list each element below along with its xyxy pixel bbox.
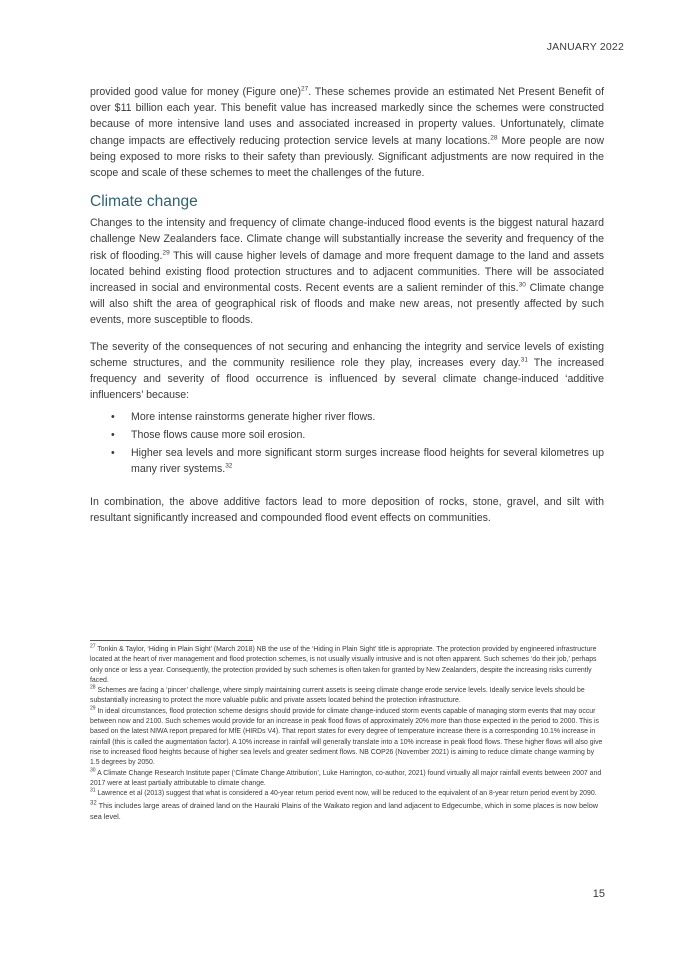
list-item bbox=[90, 409, 604, 426]
text-run: Changes to the intensity and frequency of climate change-induced flood events is the biggest natural hazard challenge New Zealanders face. Climate change will substantially increase the severity and frequency of the risk of flooding. bbox=[90, 217, 604, 262]
text-run: The severity of the consequences of not securing and enhancing the integrity and service levels of existing scheme structures, and the community resilience role they play, increases every day. bbox=[90, 340, 604, 369]
footnote-text: This includes large areas of drained land on the Hauraki Plains of the Waikato region and land adjacent to Edgecumbe, which in some places is now below sea level. bbox=[90, 801, 599, 822]
footnote-number: 28 bbox=[90, 684, 96, 691]
footnote-number: 32 bbox=[90, 801, 97, 808]
intro-paragraph bbox=[90, 84, 604, 181]
footnote-ref[interactable]: 31 bbox=[520, 356, 528, 364]
footnote bbox=[90, 707, 604, 769]
text-run: The increased frequency and severity of flood occurrence is influenced by several climate change-induced ‘additive influencers’ because: bbox=[90, 356, 604, 402]
footnote bbox=[90, 800, 604, 822]
climate-paragraph-1 bbox=[90, 215, 604, 328]
footnote-ref[interactable]: 29 bbox=[162, 249, 170, 257]
footnote-text: In ideal circumstances, flood protection scheme designs should provide for climate change-induced storm events capable of managing storm events that may occur between now and 2100. Such schemes would provide for an increase in peak flood flows of approximately 20% more than those expected in the period to 2000. This is based on the latest NIWA report prepared for MfE (HIRDs V4). That report states for every degree of temperature increase there is a corresponding 10.1% increase in rainfall (this is called the augmentation factor). A 10% increase in rainfall will generally translate into a 10% increase in peak flood flows. These higher flows will also give rise to increased flood heights because of higher sea levels and greater sediment flows. NB COP26 (November 2021) is aiming to reduce climate change warming by 1.5 degrees by 2050. bbox=[90, 707, 603, 767]
text-run: This will cause higher levels of damage and more frequent damage to the land and assets located behind existing flood protection structures and to adjacent communities. There will be associated increased in social and environmental costs. Recent events are a salient reminder of this. bbox=[90, 249, 604, 295]
footnote bbox=[90, 789, 604, 799]
header-date: JANUARY 2022 bbox=[546, 41, 624, 53]
footnote-text: Lawrence et al (2013) suggest that what is considered a 40-year return period event now, will be reduced to the equivalent of an 8-year return period event by 2090. bbox=[95, 790, 597, 798]
text-run: . These schemes provide an estimated Net Present Benefit of over $11 billion each year. This benefit value has increased markedly since the schemes were constructed because of more intensive land uses and associated increased in property values. Unfortunately, climate change impacts are effectively reducing protection service levels at many locations. bbox=[90, 86, 605, 147]
list-item bbox=[90, 445, 604, 478]
footnote-number: 30 bbox=[90, 767, 96, 774]
bullet-icon: • bbox=[111, 429, 115, 442]
footnote-text: Tonkin & Taylor, ‘Hiding in Plain Sight’ (March 2018) NB the use of the ‘Hiding in Plain Sight’ title is appropriate. The protection provided by engineered infrastructure located at the heart of river management and flood protection schemes, is not usually visually intrusive and is not often apparent. Such schemes ‘do their job,’ perhaps only once or less a year. Consequently, the protection provided by such schemes is often taken for granted by New Zealanders, despite the increasing risks currently faced. bbox=[90, 646, 597, 684]
bullet-icon: • bbox=[111, 411, 115, 424]
list-item-text: Higher sea levels and more significant storm surges increase flood heights for several kilometres up many river systems. bbox=[131, 446, 604, 476]
footnote-ref[interactable]: 28 bbox=[490, 134, 498, 142]
closing-paragraph: In combination, the above additive factors lead to more deposition of rocks, stone, gravel, and silt with resultant significantly increased and compounded flood event effects on communities. bbox=[90, 495, 604, 525]
footnote-number: 31 bbox=[90, 787, 96, 794]
footnote bbox=[90, 769, 604, 790]
section-heading: Climate change bbox=[90, 193, 198, 211]
footnotes bbox=[90, 645, 604, 822]
text-run: provided good value for money (Figure one) bbox=[90, 86, 302, 98]
footnote bbox=[90, 686, 604, 707]
footnote-ref[interactable]: 27 bbox=[301, 85, 309, 93]
list-item bbox=[90, 427, 604, 444]
footnote-divider bbox=[90, 640, 253, 641]
footnote-text: Schemes are facing a ‘pincer’ challenge, where simply maintaining current assets is seeing climate change erode service levels. Ideally service levels should be substantially increasing to protect the more valuable public and private assets located behind the protection infrastructure. bbox=[90, 687, 585, 705]
list-item-text: More intense rainstorms generate higher river flows. bbox=[131, 411, 376, 424]
footnote-number: 29 bbox=[90, 705, 96, 712]
footnote bbox=[90, 645, 604, 686]
footnote-text: A Climate Change Research Institute paper (‘Climate Change Attribution’, Luke Harrington, co-author, 2021) found virtually all major rainfall events between 2007 and 2017 were at least partially attributable to climate change. bbox=[90, 769, 602, 787]
main-content bbox=[90, 84, 604, 536]
list-item-text: Those flows cause more soil erosion. bbox=[131, 429, 306, 442]
page-number: 15 bbox=[592, 888, 605, 900]
text-run: Climate change will also shift the area of geographical risk of floods and make new areas, not presently affected by such events, more susceptible to floods. bbox=[90, 282, 604, 327]
footnote-ref[interactable]: 32 bbox=[225, 462, 233, 470]
text-run: More people are now being exposed to more risks to their safety than previously. Significant adjustments are now required in the scope and scale of these schemes to meet the challenges of the future. bbox=[90, 134, 604, 180]
bullet-icon: • bbox=[111, 446, 115, 459]
influencer-list bbox=[90, 409, 604, 477]
footnote-ref[interactable]: 30 bbox=[518, 281, 526, 289]
footnote-number: 27 bbox=[90, 643, 96, 650]
climate-paragraph-2 bbox=[90, 339, 604, 404]
